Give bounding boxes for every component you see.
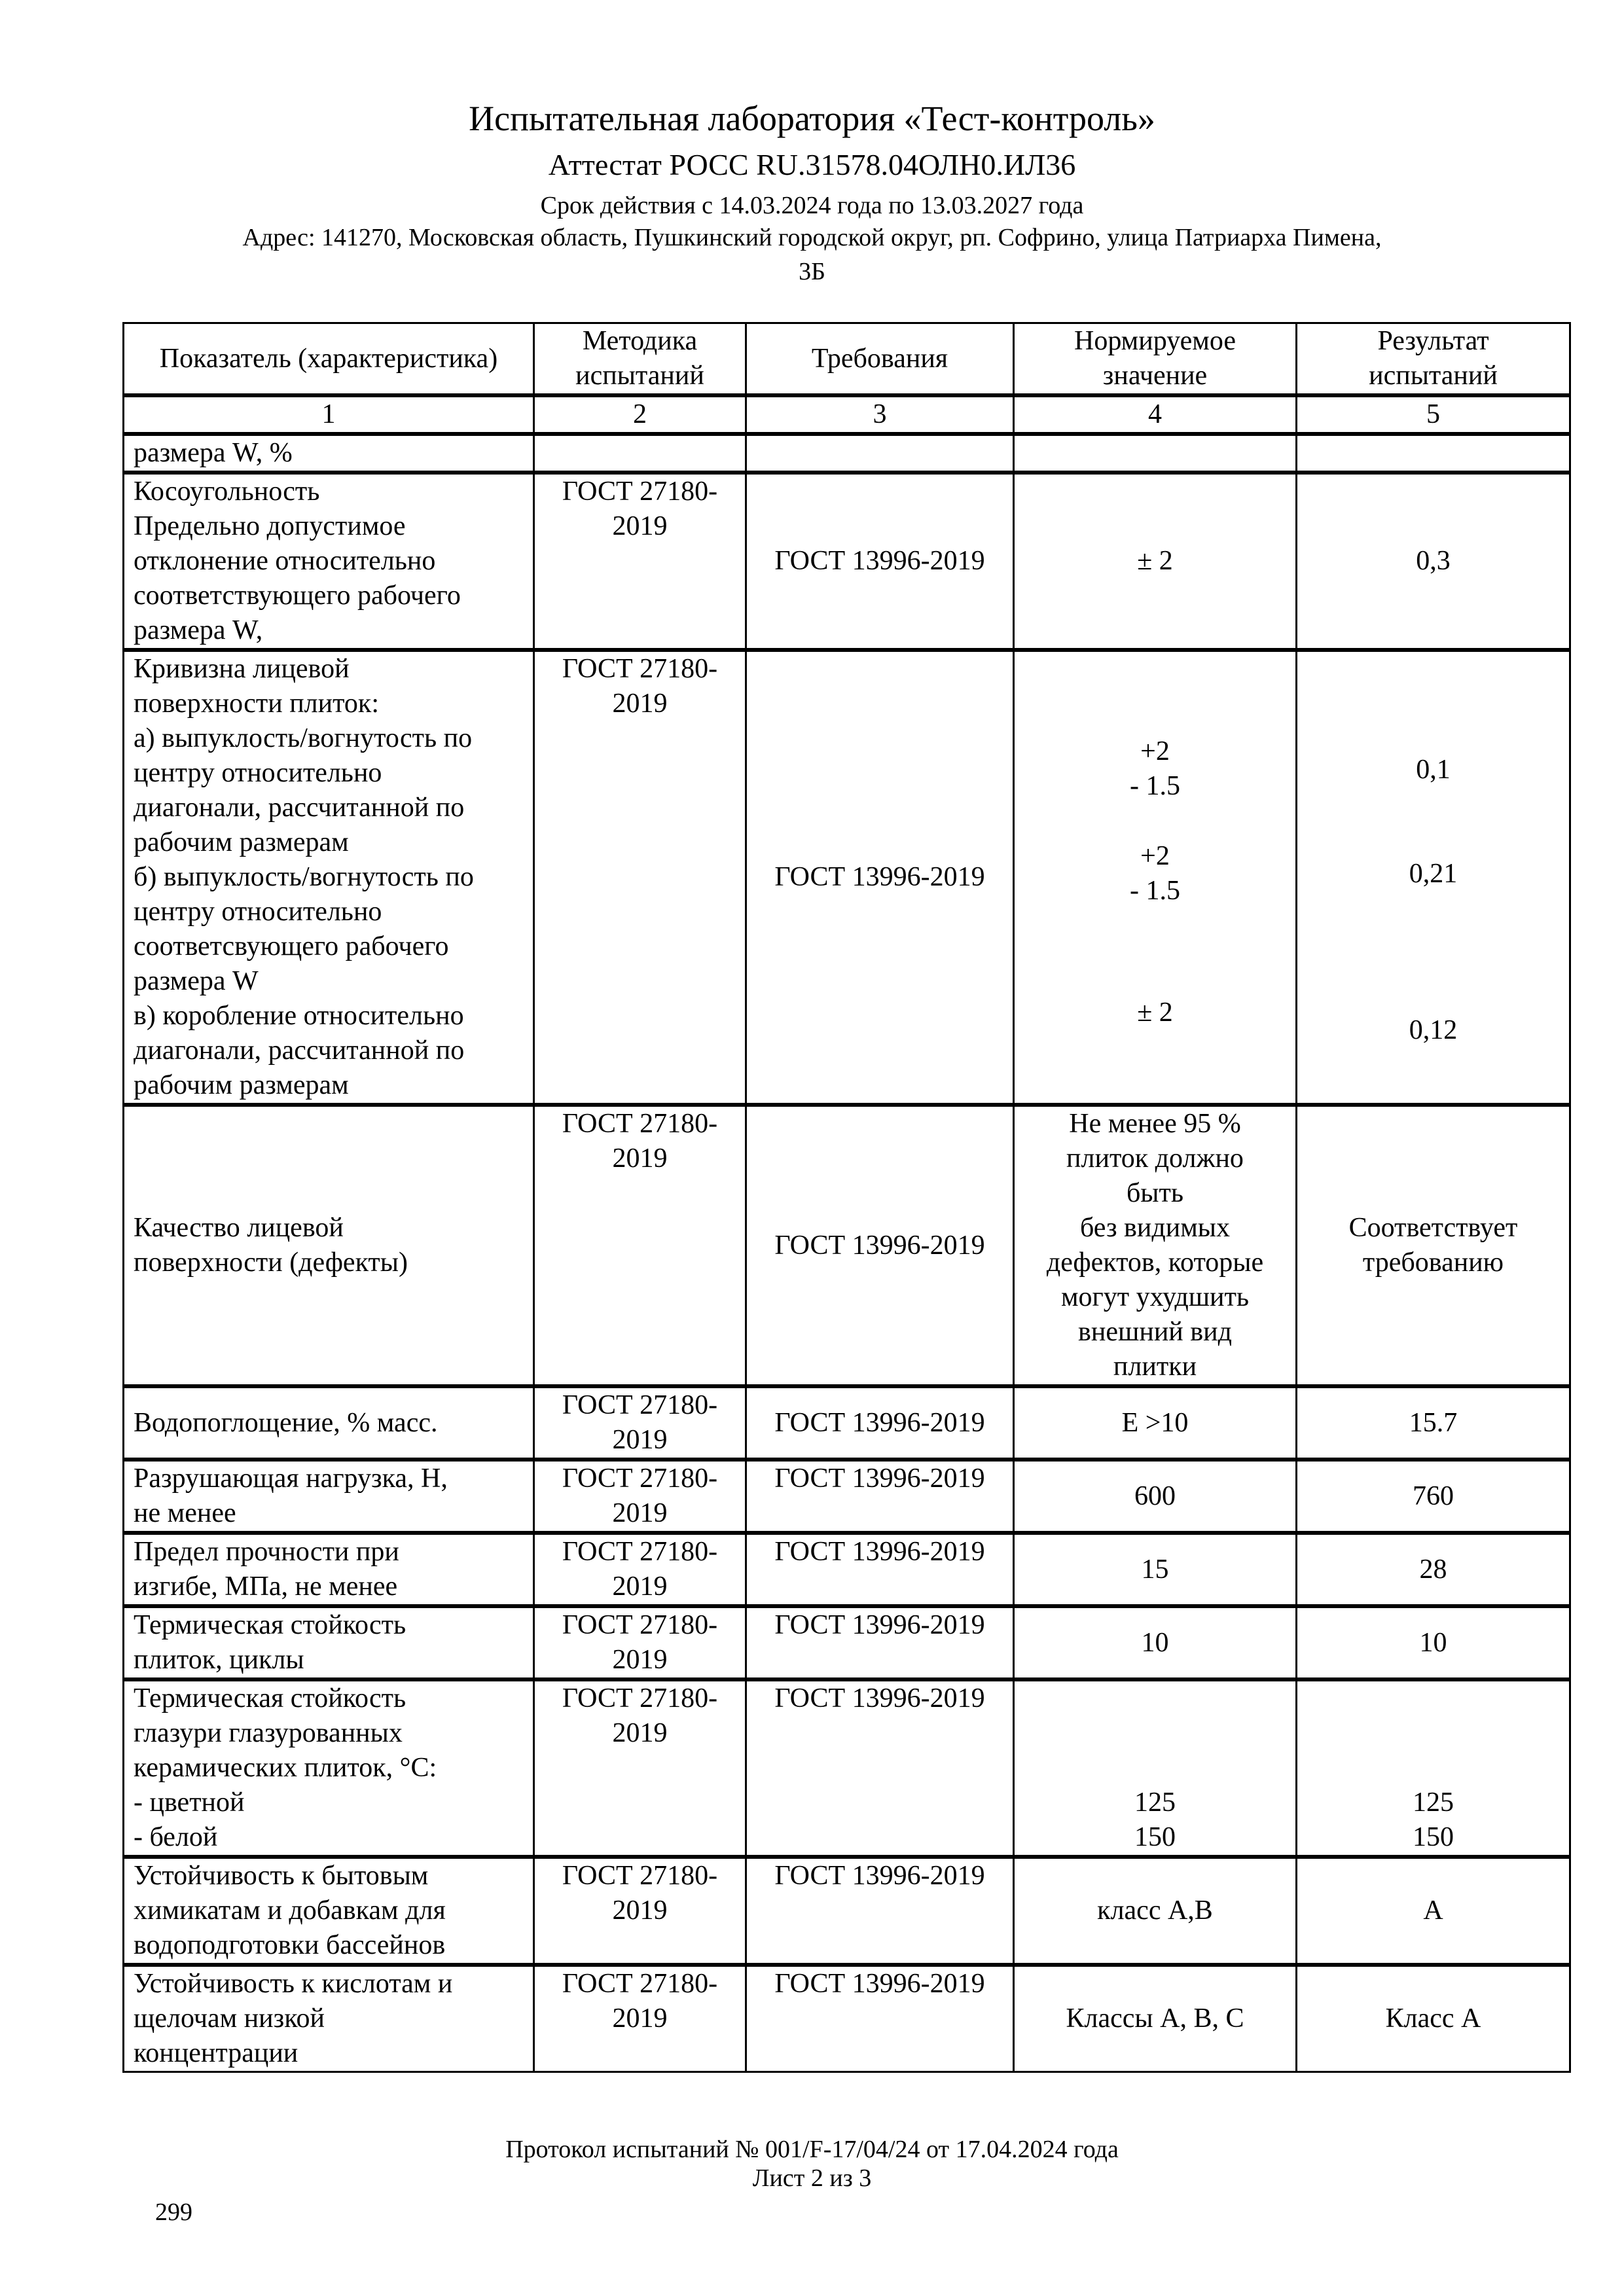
- indicator-line: соответсвующего рабочего: [134, 931, 449, 961]
- col-number: 2: [534, 395, 746, 434]
- requirement-cell: ГОСТ 13996-2019: [746, 473, 1014, 650]
- indicator-line: изгибе, МПа, не менее: [134, 1571, 398, 1602]
- method-line: 2019: [612, 1571, 668, 1602]
- norm-cell: 15: [1014, 1533, 1297, 1606]
- col-header-method-l1: Методика: [582, 326, 698, 356]
- result-cell: 15.7: [1297, 1386, 1570, 1460]
- norm-colored: 125: [1134, 1787, 1176, 1818]
- norm-cell: Е >10: [1014, 1386, 1297, 1460]
- indicator-line: центру относительно: [134, 758, 382, 788]
- indicator-line: Термическая стойкость: [134, 1610, 406, 1640]
- method-cell: [534, 1386, 746, 1460]
- indicator-line: Устойчивость к бытовым: [134, 1861, 429, 1891]
- indicator-line: химикатам и добавкам для: [134, 1895, 446, 1926]
- result-line: Соответствует: [1348, 1213, 1518, 1243]
- method-cell: [534, 1460, 746, 1533]
- norm-cell: [1014, 1679, 1297, 1857]
- col-number: 3: [746, 395, 1014, 434]
- result-colored: 125: [1413, 1787, 1454, 1818]
- requirement-cell: ГОСТ 13996-2019: [746, 1105, 1014, 1386]
- method-line: 2019: [612, 1718, 668, 1748]
- indicator-line: Предельно допустимое: [134, 511, 406, 541]
- indicator-cell: [124, 1105, 534, 1386]
- indicator-line: соответствующего рабочего: [134, 581, 461, 611]
- indicator-line: рабочим размерам: [134, 1070, 349, 1100]
- requirement-cell: ГОСТ 13996-2019: [746, 650, 1014, 1105]
- indicator-line: поверхности (дефекты): [134, 1247, 408, 1278]
- indicator-line: - цветной: [134, 1787, 245, 1818]
- indicator-line: центру относительно: [134, 897, 382, 927]
- result-white: 150: [1413, 1822, 1454, 1852]
- method-line: ГОСТ 27180-: [562, 654, 718, 684]
- norm-line: дефектов, которые: [1046, 1247, 1264, 1278]
- table-row: [124, 1105, 1570, 1386]
- norm-line: внешний вид: [1078, 1317, 1232, 1347]
- indicator-line: поверхности плиток:: [134, 689, 379, 719]
- indicator-cell: [124, 1857, 534, 1965]
- indicator-cell: [124, 473, 534, 650]
- norm-cell: Классы А, В, С: [1014, 1965, 1297, 2072]
- indicator-line: Устойчивость к кислотам и: [134, 1969, 453, 1999]
- table-header-row: [124, 323, 1570, 396]
- indicator-line: Предел прочности при: [134, 1537, 399, 1567]
- table-row: [124, 434, 1570, 473]
- method-cell: [534, 1533, 746, 1606]
- method-line: 2019: [612, 1895, 668, 1926]
- col-number: 1: [124, 395, 534, 434]
- requirement-cell: ГОСТ 13996-2019: [746, 1386, 1014, 1460]
- indicator-line: диагонали, рассчитанной по: [134, 1035, 465, 1066]
- page-number: 299: [155, 2198, 192, 2226]
- requirement-cell: [746, 434, 1014, 473]
- norm-c: ± 2: [1137, 997, 1173, 1028]
- method-line: ГОСТ 27180-: [562, 1109, 718, 1139]
- method-line: 2019: [612, 689, 668, 719]
- indicator-cell: [124, 1606, 534, 1679]
- method-cell: [534, 1606, 746, 1679]
- method-cell: [534, 1105, 746, 1386]
- indicator-cell: [124, 1965, 534, 2072]
- method-line: ГОСТ 27180-: [562, 1610, 718, 1640]
- table-row: [124, 1606, 1570, 1679]
- method-cell: [534, 1679, 746, 1857]
- indicator-line: Термическая стойкость: [134, 1683, 406, 1713]
- result-cell: [1297, 1105, 1570, 1386]
- result-cell: 760: [1297, 1460, 1570, 1533]
- norm-line: без видимых: [1079, 1213, 1230, 1243]
- indicator-line: б) выпуклость/вогнутость по: [134, 862, 474, 892]
- sheet-number: Лист 2 из 3: [752, 2164, 872, 2192]
- indicator-line: - белой: [134, 1822, 218, 1852]
- indicator-line: плиток, циклы: [134, 1645, 304, 1675]
- address-line-2: 3Б: [799, 258, 825, 285]
- indicator-line: щелочам низкой: [134, 2003, 325, 2034]
- col-header-result: [1297, 323, 1570, 396]
- result-cell: 0,3: [1297, 473, 1570, 650]
- method-line: 2019: [612, 1645, 668, 1675]
- indicator-line: концентрации: [134, 2038, 298, 2068]
- col-number: 5: [1297, 395, 1570, 434]
- norm-line: плиток должно: [1066, 1143, 1244, 1174]
- indicator-line: диагонали, рассчитанной по: [134, 793, 465, 823]
- result-a: 0,1: [1416, 755, 1451, 785]
- table-row: [124, 1533, 1570, 1606]
- method-line: 2019: [612, 511, 668, 541]
- table-row: [124, 1386, 1570, 1460]
- requirement-cell: ГОСТ 13996-2019: [746, 1460, 1014, 1533]
- indicator-cell: [124, 1460, 534, 1533]
- norm-cell: [1014, 1105, 1297, 1386]
- indicator-cell: [124, 650, 534, 1105]
- indicator-line: Кривизна лицевой: [134, 654, 350, 684]
- requirement-cell: ГОСТ 13996-2019: [746, 1533, 1014, 1606]
- norm-line: плитки: [1113, 1352, 1197, 1382]
- method-line: 2019: [612, 1498, 668, 1528]
- norm-cell: 600: [1014, 1460, 1297, 1533]
- validity-period: Срок действия с 14.03.2024 года по 13.03.2027 года: [540, 192, 1084, 219]
- address-line-1: Адрес: 141270, Московская область, Пушкинский городской округ, рп. Софрино, улица Патриарха Пимена,: [242, 224, 1382, 251]
- col-header-result-l2: испытаний: [1369, 361, 1498, 391]
- indicator-cell: [124, 1679, 534, 1857]
- method-line: ГОСТ 27180-: [562, 1969, 718, 1999]
- result-cell: [1297, 434, 1570, 473]
- result-cell: [1297, 1679, 1570, 1857]
- lab-address: [0, 221, 1624, 289]
- indicator-line: размера W: [134, 966, 259, 996]
- indicator-line: не менее: [134, 1498, 236, 1528]
- indicator-line: в) коробление относительно: [134, 1001, 464, 1031]
- requirement-cell: ГОСТ 13996-2019: [746, 1606, 1014, 1679]
- test-results-table: [122, 322, 1571, 2073]
- norm-white: 150: [1134, 1822, 1176, 1852]
- col-header-norm-l2: значение: [1102, 361, 1208, 391]
- lab-title: Испытательная лаборатория «Тест-контроль»: [469, 99, 1155, 138]
- norm-b-upper: +2: [1140, 841, 1170, 871]
- method-cell: [534, 434, 746, 473]
- indicator-line: Разрушающая нагрузка, Н,: [134, 1463, 448, 1494]
- table-row: [124, 473, 1570, 650]
- requirement-cell: ГОСТ 13996-2019: [746, 1679, 1014, 1857]
- col-header-indicator: Показатель (характеристика): [124, 323, 534, 396]
- result-c: 0,12: [1409, 1015, 1458, 1045]
- table-row: [124, 650, 1570, 1105]
- indicator-line: Качество лицевой: [134, 1213, 344, 1243]
- result-cell: 28: [1297, 1533, 1570, 1606]
- requirement-cell: ГОСТ 13996-2019: [746, 1857, 1014, 1965]
- col-header-norm: [1014, 323, 1297, 396]
- norm-a-lower: - 1.5: [1130, 771, 1180, 801]
- norm-line: Не менее 95 %: [1069, 1109, 1241, 1139]
- method-line: ГОСТ 27180-: [562, 476, 718, 507]
- method-cell: [534, 650, 746, 1105]
- indicator-cell: размера W, %: [124, 434, 534, 473]
- indicator-line: водоподготовки бассейнов: [134, 1930, 446, 1960]
- norm-a-upper: +2: [1140, 736, 1170, 766]
- table-row: [124, 1460, 1570, 1533]
- col-header-result-l1: Результат: [1377, 326, 1489, 356]
- method-line: 2019: [612, 1143, 668, 1174]
- result-b: 0,21: [1409, 859, 1458, 889]
- norm-b-lower: - 1.5: [1130, 876, 1180, 906]
- protocol-reference: Протокол испытаний № 001/F-17/04/24 от 17.04.2024 года: [505, 2136, 1119, 2163]
- indicator-line: керамических плиток, °С:: [134, 1753, 437, 1783]
- indicator-line: отклонение относительно: [134, 546, 436, 576]
- norm-cell: [1014, 650, 1297, 1105]
- result-cell: [1297, 650, 1570, 1105]
- col-number: 4: [1014, 395, 1297, 434]
- method-line: ГОСТ 27180-: [562, 1390, 718, 1420]
- norm-cell: класс А,В: [1014, 1857, 1297, 1965]
- table-row: [124, 1679, 1570, 1857]
- col-header-norm-l1: Нормируемое: [1074, 326, 1236, 356]
- indicator-cell: [124, 1533, 534, 1606]
- norm-line: могут ухудшить: [1060, 1282, 1250, 1312]
- col-header-requirements: Требования: [746, 323, 1014, 396]
- certificate-number: Аттестат РОСС RU.31578.04ОЛН0.ИЛ36: [548, 148, 1076, 181]
- col-header-method: [534, 323, 746, 396]
- result-cell: А: [1297, 1857, 1570, 1965]
- method-line: ГОСТ 27180-: [562, 1683, 718, 1713]
- table-row: [124, 1965, 1570, 2072]
- method-line: ГОСТ 27180-: [562, 1861, 718, 1891]
- requirement-cell: ГОСТ 13996-2019: [746, 1965, 1014, 2072]
- table-row: [124, 1857, 1570, 1965]
- norm-cell: 10: [1014, 1606, 1297, 1679]
- method-cell: [534, 473, 746, 650]
- method-cell: [534, 1857, 746, 1965]
- method-line: ГОСТ 27180-: [562, 1463, 718, 1494]
- result-line: требованию: [1362, 1247, 1504, 1278]
- col-header-method-l2: испытаний: [575, 361, 704, 391]
- result-cell: 10: [1297, 1606, 1570, 1679]
- indicator-line: рабочим размерам: [134, 827, 349, 857]
- norm-line: быть: [1126, 1178, 1184, 1208]
- method-line: ГОСТ 27180-: [562, 1537, 718, 1567]
- method-cell: [534, 1965, 746, 2072]
- indicator-line: глазури глазурованных: [134, 1718, 403, 1748]
- norm-cell: [1014, 434, 1297, 473]
- indicator-line: а) выпуклость/вогнутость по: [134, 723, 473, 753]
- method-line: 2019: [612, 2003, 668, 2034]
- indicator-line: размера W,: [134, 615, 263, 645]
- method-line: 2019: [612, 1425, 668, 1455]
- norm-cell: ± 2: [1014, 473, 1297, 650]
- column-number-row: [124, 395, 1570, 434]
- result-cell: Класс А: [1297, 1965, 1570, 2072]
- indicator-line: Косоугольность: [134, 476, 320, 507]
- indicator-cell: Водопоглощение, % масс.: [124, 1386, 534, 1460]
